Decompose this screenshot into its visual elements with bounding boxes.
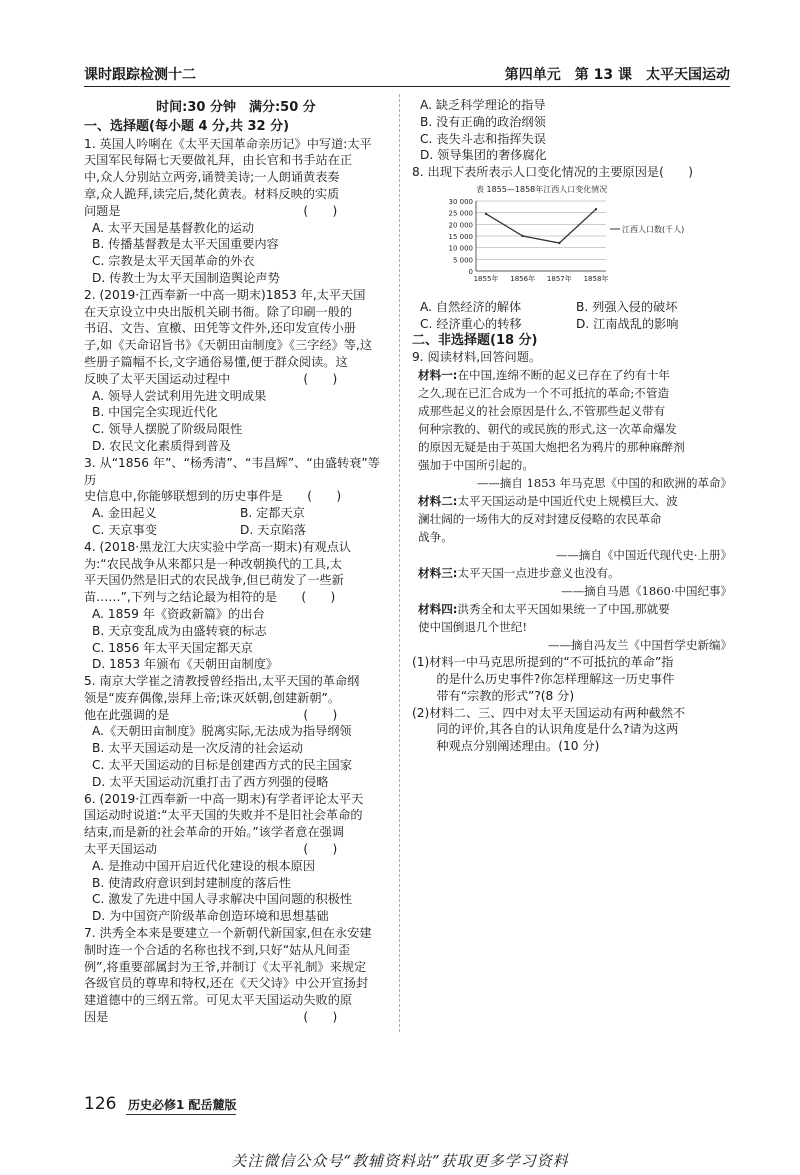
mat3-label: 材料三:	[418, 566, 458, 581]
q2-option: B. 中国完全实现近代化	[92, 405, 218, 420]
q3-option: D. 天京陷落	[240, 522, 306, 537]
q9-intro: 9. 阅读材料,回答问题。	[412, 350, 542, 365]
data-point	[595, 208, 597, 210]
sub-question-1: 的是什么历史事件?你怎样理解这一历史事件	[412, 671, 675, 686]
q8-line: 8. 出现下表所表示人口变化情况的主要原因是( )	[412, 165, 693, 180]
mat4-source: ——摘自冯友兰《中国哲学史新编》	[548, 638, 732, 653]
sub-question-2: 种观点分别阐述理由。(10 分)	[412, 739, 600, 754]
q4-line: 平天国仍然是旧式的农民战争,但已萌发了一些新	[84, 573, 344, 588]
q7-line: 因是 ( )	[84, 1010, 338, 1025]
sub-question-1: (1)材料一中马克思所提到的“不可抵抗的革命”指	[412, 655, 674, 670]
question-6	[84, 791, 388, 925]
q3-line: 史信息中,你能够联想到的历史事件是 ( )	[84, 489, 342, 504]
q2-option: A. 领导人尝试利用先进文明成果	[92, 388, 267, 403]
mat2-line: 太平天国运动是中国近代史上规模巨大、波	[457, 494, 678, 509]
mat4-line: 洪秀全和太平天国如果统一了中国,那就要	[457, 602, 670, 617]
mat3-text: 太平天国一点进步意义也没有。	[457, 566, 620, 581]
q1-option: C. 宗教是太平天国革命的外衣	[92, 254, 255, 269]
q2-line: 书诏、文告、宣檄、田凭等文件外,还印发宣传小册	[84, 321, 356, 336]
q1-line: 中,众人分别站立两旁,诵赞美诗;一人朗诵黄表奏	[84, 170, 340, 185]
question-3	[84, 455, 388, 539]
q6-line: 6. (2019·江西奉新一中高一期末)有学者评论太平天	[84, 791, 364, 806]
book-label: 历史必修1 配岳麓版	[128, 1098, 237, 1112]
data-point	[521, 235, 523, 237]
page-header	[84, 62, 730, 87]
sub-question-1: 带有“宗教的形式”?(8 分)	[412, 688, 575, 703]
column-divider	[399, 94, 400, 1032]
q5-line: 他在此强调的是 ( )	[84, 707, 338, 722]
y-tick-label: 0	[468, 267, 473, 276]
mat3-source: ——摘自马恩《1860·中国纪事》	[561, 584, 732, 599]
question-9	[412, 349, 732, 755]
q2-line: 子,如《天命诏旨书》《天朝田亩制度》《三字经》等,这	[84, 338, 373, 353]
q1-line: 问题是 ( )	[84, 203, 338, 218]
q2-line: 2. (2019·江西奉新一中高一期末)1853 年,太平天国	[84, 287, 366, 302]
q4-option: D. 1853 年颁布《天朝田亩制度》	[92, 657, 279, 672]
sub-question-2: (2)材料二、三、四中对太平天国运动有两种截然不	[412, 705, 686, 720]
q4-line: 苗……”,下列与之结论最为相符的是 ( )	[84, 590, 336, 605]
q2-line: 些册子篇幅不长,文字通俗易懂,便于群众阅读。这	[84, 354, 348, 369]
q7-option: B. 没有正确的政治纲领	[420, 114, 546, 129]
q5-line: 领是“废弃偶像,崇拜上帝;诛灭妖朝,创建新朝”。	[84, 690, 341, 705]
mat2-source: ——摘自《中国近代现代史·上册》	[555, 548, 732, 563]
q1-line: 1. 英国人吟唎在《太平天国革命亲历记》中写道:太平	[84, 136, 372, 151]
chart-title: 表 1855—1858年江西人口变化情况	[476, 184, 608, 194]
mat4-line: 使中国倒退几个世纪!	[418, 620, 528, 635]
y-tick-label: 25 000	[448, 209, 473, 218]
q1-line: 章,众人跪拜,读完后,焚化黄表。材料反映的实质	[84, 186, 340, 201]
q7-line: 制时连一个合适的名称也找不到,只好“姑从凡间歪	[84, 942, 351, 957]
question-7	[84, 925, 388, 1026]
q6-option: A. 是推动中国开启近代化建设的根本原因	[92, 858, 316, 873]
time-info: 时间:30 分钟 满分:50 分	[156, 100, 316, 115]
q6-option: B. 使清政府意识到封建制度的落后性	[92, 875, 291, 890]
footer-underline	[126, 1114, 236, 1115]
x-tick-label: 1856年	[510, 274, 536, 283]
q7-line: 例”,将重要部属封为王爷,并制订《太平礼制》来规定	[84, 959, 367, 974]
q8-option: A. 自然经济的解体	[420, 299, 522, 314]
material-1	[418, 366, 732, 492]
mat2-line: 澜壮阔的一场伟大的反对封建反侵略的农民革命	[418, 512, 662, 527]
q6-line: 太平天国运动 ( )	[84, 842, 338, 857]
question-5	[84, 673, 388, 791]
mat1-line: 的原因无疑是由于英国大炮把名为鸦片的那种麻醉剂	[418, 440, 685, 455]
q8-option: D. 江南战乱的影响	[576, 316, 679, 331]
q3-option: A. 金田起义	[92, 506, 157, 521]
q3-option: C. 天京事变	[92, 522, 158, 537]
q4-line: 4. (2018·黑龙江大庆实验中学高一期末)有观点认	[84, 539, 352, 554]
y-tick-label: 20 000	[448, 221, 473, 230]
section-nonchoice-title: 二、非选择题(18 分)	[412, 332, 538, 348]
left-column	[84, 100, 388, 1026]
q2-option: D. 农民文化素质得到普及	[92, 438, 232, 453]
footnote: 关注微信公众号“教辅资料站”获取更多学习资料	[231, 1152, 569, 1170]
mat1-line: 在中国,连绵不断的起义已存在了约有十年	[457, 368, 670, 383]
mat1-line: 何种宗教的、朝代的或民族的形式,这一次革命爆发	[418, 422, 677, 437]
data-point	[485, 213, 487, 215]
chart-svg	[426, 183, 716, 295]
section-choice-title: 一、选择题(每小题 4 分,共 32 分)	[84, 118, 290, 134]
question-1	[84, 136, 388, 287]
q2-line: 反映了太平天国运动过程中 ( )	[84, 371, 338, 386]
page-number: 126	[84, 1094, 117, 1114]
q5-option: B. 太平天国运动是一次反清的社会运动	[92, 741, 304, 756]
mat1-line: 成那些起义的社会原因是什么,不管那些起义带有	[418, 404, 666, 419]
mat1-label: 材料一:	[418, 368, 458, 383]
sub-question-2: 同的评价,其各自的认识角度是什么?请为这两	[412, 722, 679, 737]
material-3	[418, 564, 732, 600]
header-title-right: 第四单元 第 13 课 太平天国运动	[504, 67, 730, 83]
q7-line: 7. 洪秀全本来是要建立一个新朝代新国家,但在永安建	[84, 926, 372, 941]
mat1-source: ——摘自 1853 年马克思《中国的和欧洲的革命》	[476, 476, 732, 491]
data-point	[558, 242, 560, 244]
question-4	[84, 539, 388, 673]
population-chart	[426, 183, 716, 295]
question-8	[412, 164, 732, 332]
q6-option: D. 为中国资产阶级革命创造环境和思想基础	[92, 909, 329, 924]
q1-option: A. 太平天国是基督教化的运动	[92, 220, 255, 235]
q1-line: 天国军民每隔七天要做礼拜，由长官和书手站在正	[84, 153, 353, 168]
q6-line: 结束,而是新的社会革命的开始。”该学者意在强调	[84, 825, 345, 840]
q6-option: C. 激发了先进中国人寻求解决中国问题的积极性	[92, 892, 353, 907]
series-line	[486, 209, 596, 243]
q7-line: 建道德中的三纲五常。可见太平天国运动失败的原	[84, 993, 353, 1008]
q5-option: C. 太平天国运动的目标是创建西方式的民主国家	[92, 758, 353, 773]
question-2	[84, 287, 388, 455]
q4-option: C. 1856 年太平天国定都天京	[92, 640, 253, 655]
q2-line: 在天京设立中央出版机关刷书衙。除了印刷一般的	[84, 304, 353, 319]
q4-option: B. 天京变乱成为由盛转衰的标志	[92, 623, 267, 638]
q5-line: 5. 南京大学崔之清教授曾经指出,太平天国的革命纲	[84, 674, 360, 689]
q8-option: C. 经济重心的转移	[420, 316, 522, 331]
q5-option: D. 太平天国运动沉重打击了西方列强的侵略	[92, 774, 329, 789]
q1-option: B. 传播基督教是太平天国重要内容	[92, 237, 279, 252]
q4-line: 为:“农民战争从来都只是一种改朝换代的工具,太	[84, 556, 343, 571]
mat1-line: 强加于中国所引起的。	[418, 458, 534, 473]
x-tick-label: 1857年	[546, 274, 572, 283]
y-tick-label: 10 000	[448, 244, 473, 253]
mat2-label: 材料二:	[418, 494, 458, 509]
x-tick-label: 1858年	[583, 274, 609, 283]
q3-line: 3. 从“1856 年”、“杨秀清”、“韦昌辉”、“由盛转衰”等历	[84, 455, 380, 487]
y-tick-label: 30 000	[448, 197, 473, 206]
mat2-line: 战争。	[418, 530, 453, 545]
legend-label: 江西人口数(千人)	[622, 224, 685, 234]
material-2	[418, 492, 732, 564]
q8-option: B. 列强入侵的破坏	[576, 299, 678, 314]
q4-option: A. 1859 年《资政新篇》的出台	[92, 606, 265, 621]
mat4-label: 材料四:	[418, 602, 458, 617]
y-tick-label: 15 000	[448, 232, 473, 241]
q7-option: A. 缺乏科学理论的指导	[420, 98, 546, 112]
material-4	[418, 600, 732, 654]
mat1-line: 之久,现在已汇合成为一个不可抵抗的革命;不管造	[418, 386, 670, 401]
x-tick-label: 1855年	[473, 274, 499, 283]
q7-line: 各级官员的尊卑和特权,还在《天父诗》中公开宣扬封	[84, 976, 369, 991]
right-column	[412, 97, 732, 755]
q7-option: D. 领导集团的奢侈腐化	[420, 148, 547, 163]
q1-option: D. 传教士为太平天国制造舆论声势	[92, 270, 280, 285]
q7-option: C. 丧失斗志和指挥失误	[420, 131, 546, 146]
header-title-left: 课时跟踪检测十二	[84, 67, 196, 83]
q5-option: A.《天朝田亩制度》脱离实际,无法成为指导纲领	[92, 724, 352, 739]
q6-line: 国运动时说道:“太平天国的失败并不是旧社会革命的	[84, 808, 363, 823]
q2-option: C. 领导人摆脱了阶级局限性	[92, 422, 243, 437]
q3-option: B. 定都天京	[240, 506, 305, 521]
y-tick-label: 5 000	[452, 256, 473, 265]
